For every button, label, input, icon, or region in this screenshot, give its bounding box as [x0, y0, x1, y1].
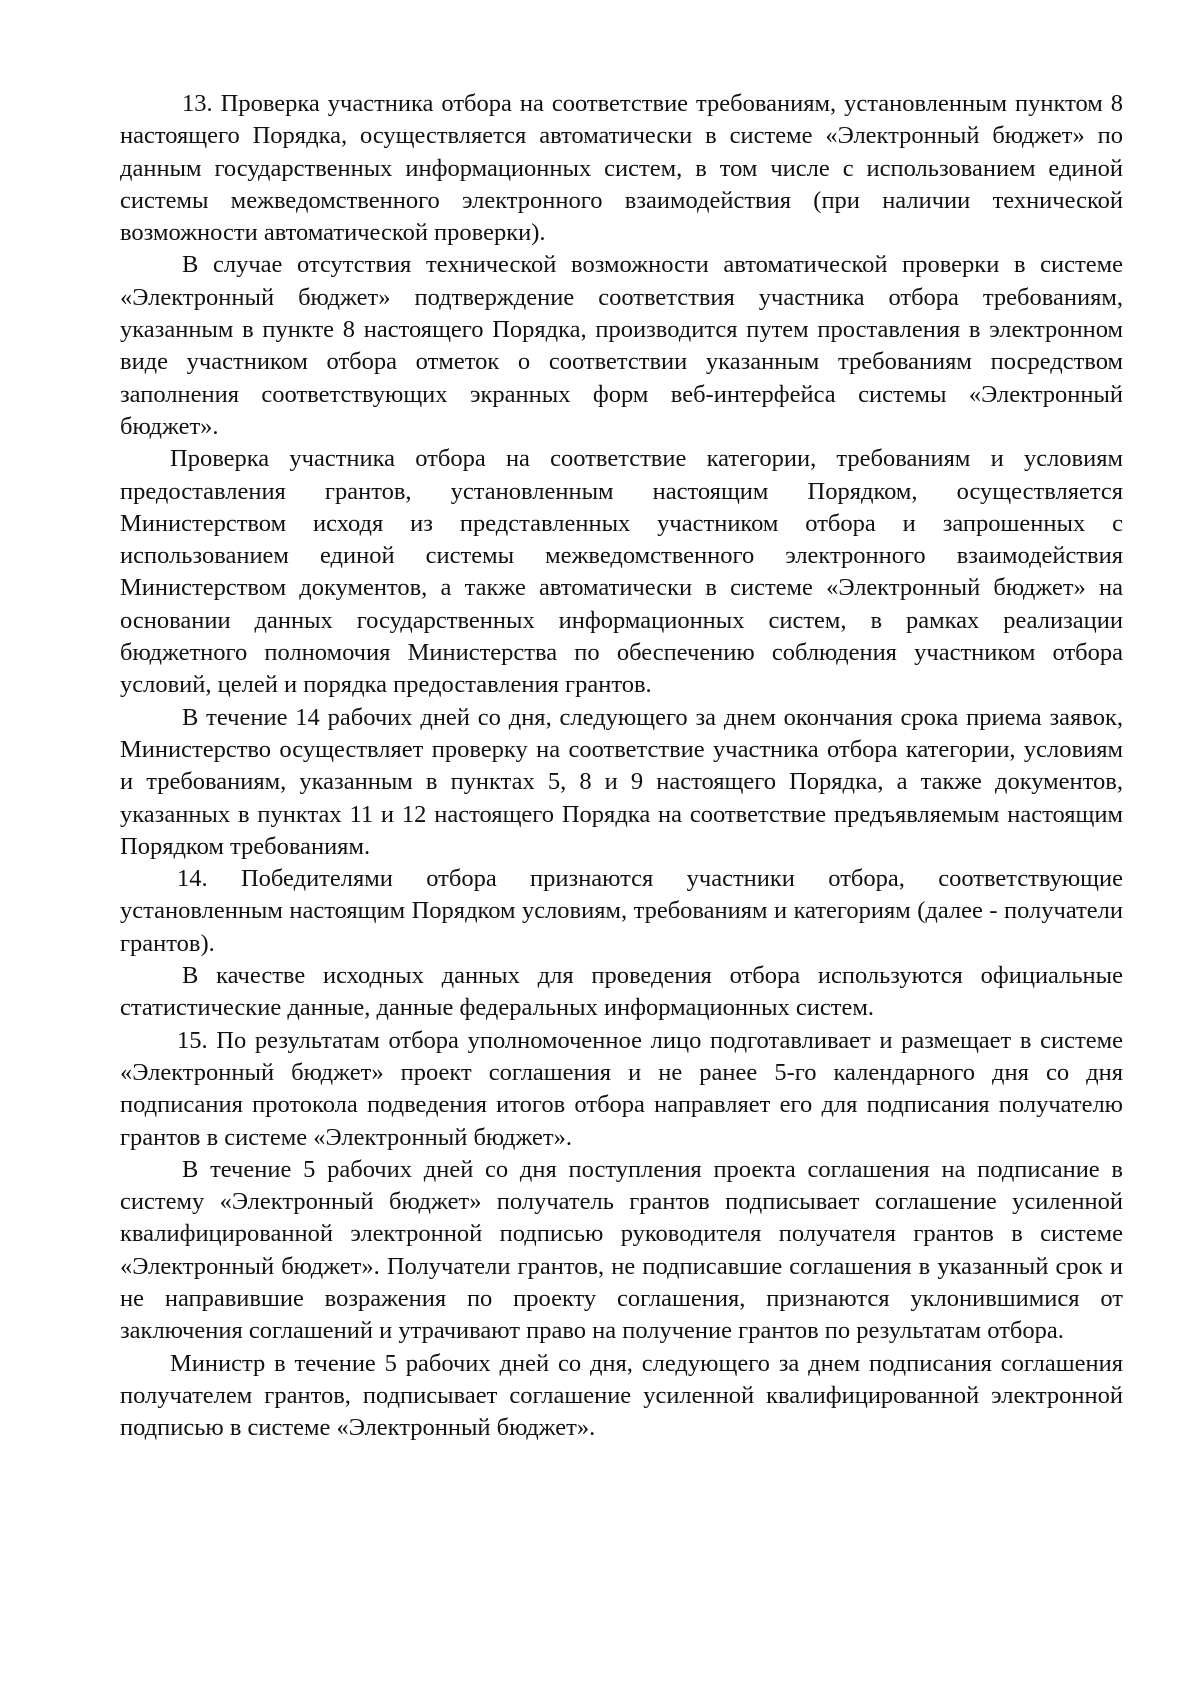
paragraph-ministry-check: Проверка участника отбора на соответствие категории, требованиям и условиям предоставления грантов, установленным настоящим Порядком, осуществляется Министерством исходя из представленных участником отбора и запрошенных с использованием единой системы межведомственного электронного взаимодействия Министерством документов, а также автоматически в системе «Электронный бюджет» на основании данных государственных информационных систем, в рамках реализации бюджетного полномочия Министерства по обеспечению соблюдения участником отбора условий, целей и порядка предоставления грантов. [120, 445, 1123, 699]
paragraph-minister-signing: Министр в течение 5 рабочих дней со дня, следующего за днем подписания соглашения получателем грантов, подписывает соглашение усиленной квалифицированной электронной подписью в системе «Электронный бюджет». [120, 1349, 1123, 1442]
paragraph-source-data: В качестве исходных данных для проведения отбора используются официальные статистические данные, данные федеральных информационных систем. [120, 962, 1123, 1022]
paragraph-signing-recipient: В течение 5 рабочих дней со дня поступления проекта соглашения на подписание в систему «Электронный бюджет» получатель грантов подписывает соглашение усиленной квалифицированной электронной подписью руководителя получателя грантов в системе «Электронный бюджет». Получатели грантов, не подписавшие соглашения в указанный срок и не направившие возражения по проекту соглашения, признаются уклонившимися от заключения соглашений и утрачивают право на получение грантов по результатам отбора. [120, 1155, 1123, 1345]
paragraph-14-working-days: В течение 14 рабочих дней со дня, следующего за днем окончания срока приема заявок, Министерство осуществляет проверку на соответствие участника отбора категории, условиям и требованиям, указанным в пунктах 5, 8 и 9 настоящего Порядка, а также документов, указанных в пунктах 11 и 12 настоящего Порядка на соответствие предъявляемым настоящим Порядком требованиям. [120, 703, 1123, 860]
paragraph-15-agreement: 15. По результатам отбора уполномоченное лицо подготавливает и размещает в системе «Электронный бюджет» проект соглашения и не ранее 5-го календарного дня со дня подписания протокола подведения итогов отбора направляет его для подписания получателю грантов в системе «Электронный бюджет». [120, 1026, 1123, 1151]
document-body [120, 88, 1123, 1444]
paragraph-13-check: 13. Проверка участника отбора на соответствие требованиям, установленным пунктом 8 настоящего Порядка, осуществляется автоматически в системе «Электронный бюджет» по данным государственных информационных систем, в том числе с использованием единой системы межведомственного электронного взаимодействия (при наличии технической возможности автоматической проверки). [120, 90, 1123, 247]
paragraph-14-winners: 14. Победителями отбора признаются участники отбора, соответствующие установленным настоящим Порядком условиям, требованиям и категориям (далее - получатели грантов). [120, 865, 1123, 957]
paragraph-no-technical-possibility: В случае отсутствия технической возможности автоматической проверки в системе «Электронный бюджет» подтверждение соответствия участника отбора требованиям, указанным в пункте 8 настоящего Порядка, производится путем проставления в электронном виде участником отбора отметок о соответствии указанным требованиям посредством заполнения соответствующих экранных форм веб-интерфейса системы «Электронный бюджет». [120, 251, 1123, 440]
